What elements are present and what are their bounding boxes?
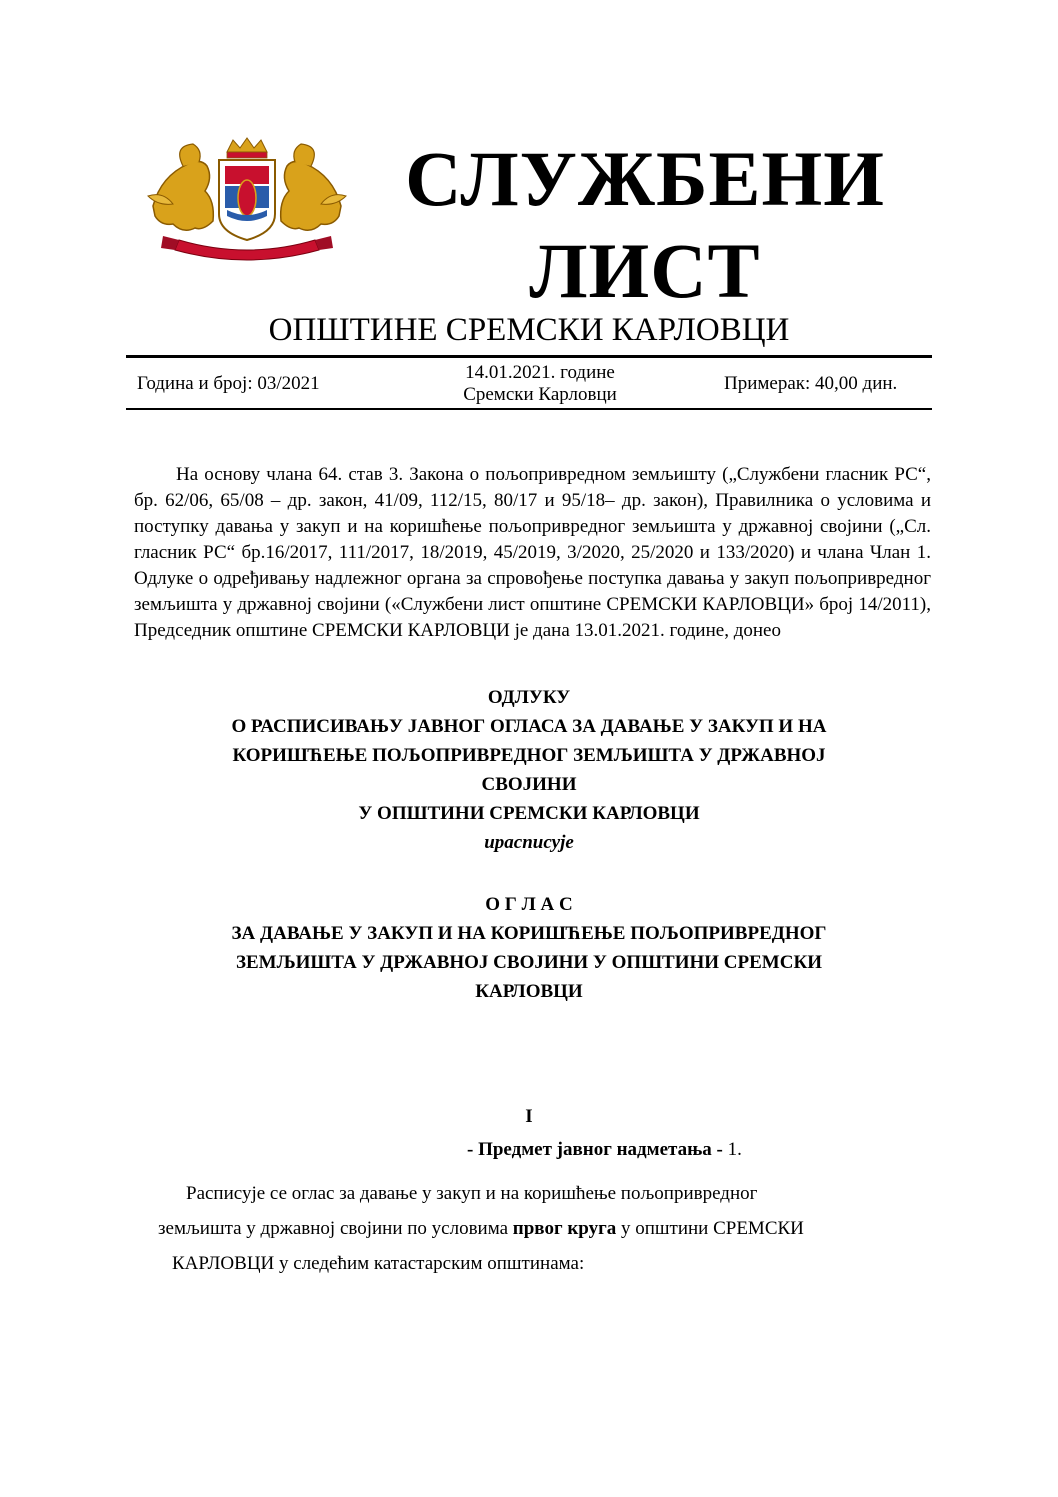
decision-line: КОРИШЋЕЊЕ ПОЉОПРИВРЕДНОГ ЗЕМЉИШТА У ДРЖАВНОЈ <box>232 745 826 766</box>
decision-announces: ирасписује <box>484 832 574 853</box>
body-line-2-text: земљишта у државној својини по условима <box>158 1218 513 1239</box>
decision-line: СВОЈИНИ <box>481 774 577 795</box>
body-line-3: КАРЛОВЦИ у следећим катастарским општинама: <box>172 1253 585 1274</box>
section-subject-number: 1. <box>727 1139 742 1160</box>
body-line-1: Расписује се оглас за давање у закуп и на коришћење пољопривредног <box>186 1183 758 1204</box>
decision-line: О РАСПИСИВАЊУ ЈАВНОГ ОГЛАСА ЗА ДАВАЊЕ У ЗАКУП И НА <box>231 716 827 737</box>
masthead-title-line2: ЛИСТ <box>529 227 761 314</box>
section-number: I <box>525 1106 533 1127</box>
decision-heading <box>126 683 932 857</box>
decision-title: ОДЛУКУ <box>487 687 571 708</box>
issue-year-number: Година и број: 03/2021 <box>137 373 320 394</box>
issue-date: 14.01.2021. године <box>465 362 615 383</box>
decision-line: У ОПШТИНИ СРЕМСКИ КАРЛОВЦИ <box>358 803 700 824</box>
masthead-title-line1: СЛУЖБЕНИ <box>405 135 885 222</box>
notice-line: ЗА ДАВАЊЕ У ЗАКУП И НА КОРИШЋЕЊЕ ПОЉОПРИВРЕДНОГ <box>231 923 827 944</box>
masthead-subtitle: ОПШТИНЕ СРЕМСКИ КАРЛОВЦИ <box>268 312 790 348</box>
body-line-2-tail: у општини СРЕМСКИ <box>616 1218 804 1239</box>
section-subject-title: - Предмет јавног надметања - <box>467 1139 723 1160</box>
header-rule-top <box>126 355 932 358</box>
notice-title: О Г Л А С <box>485 894 573 915</box>
body-line-2 <box>158 1218 804 1240</box>
issue-price: Примерак: 40,00 дин. <box>724 373 898 394</box>
notice-line: КАРЛОВЦИ <box>475 981 583 1002</box>
notice-heading <box>126 890 932 1006</box>
preamble-paragraph: На основу члана 64. став 3. Закона о пољопривредном земљишту („Службени гласник РС“, бр. 62/06, 65/08 – др. закон, 41/09, 112/15, 80/17 и 95/18– др. закон), Правилника о условима и поступку давања у закуп и на коришћење пољопривредног земљишта у државној својини („Сл. гласник РС“ бр.16/2017, 111/2017, 18/2019, 45/2019, 3/2020, 25/2020 и 133/2020) и члана Члан 1. Одлуке о одређивању надлежног органа за спровођење поступка давања у закуп пољопривредног земљишта у државној својини («Службени лист општине СРЕМСКИ КАРЛОВЦИ» број 14/2011), Председник општине СРЕМСКИ КАРЛОВЦИ је дана 13.01.2021. године, донео <box>134 464 931 641</box>
issue-date-place <box>415 362 665 406</box>
notice-line: ЗЕМЉИШТА У ДРЖАВНОЈ СВОЈИНИ У ОПШТИНИ СРЕМСКИ <box>235 952 823 973</box>
header-rule-bottom <box>126 408 932 410</box>
issue-place: Сремски Карловци <box>463 384 617 405</box>
body-line-2-bold: првог круга <box>512 1218 617 1239</box>
section-subject <box>467 1139 742 1161</box>
coat-of-arms-logo <box>143 136 351 266</box>
